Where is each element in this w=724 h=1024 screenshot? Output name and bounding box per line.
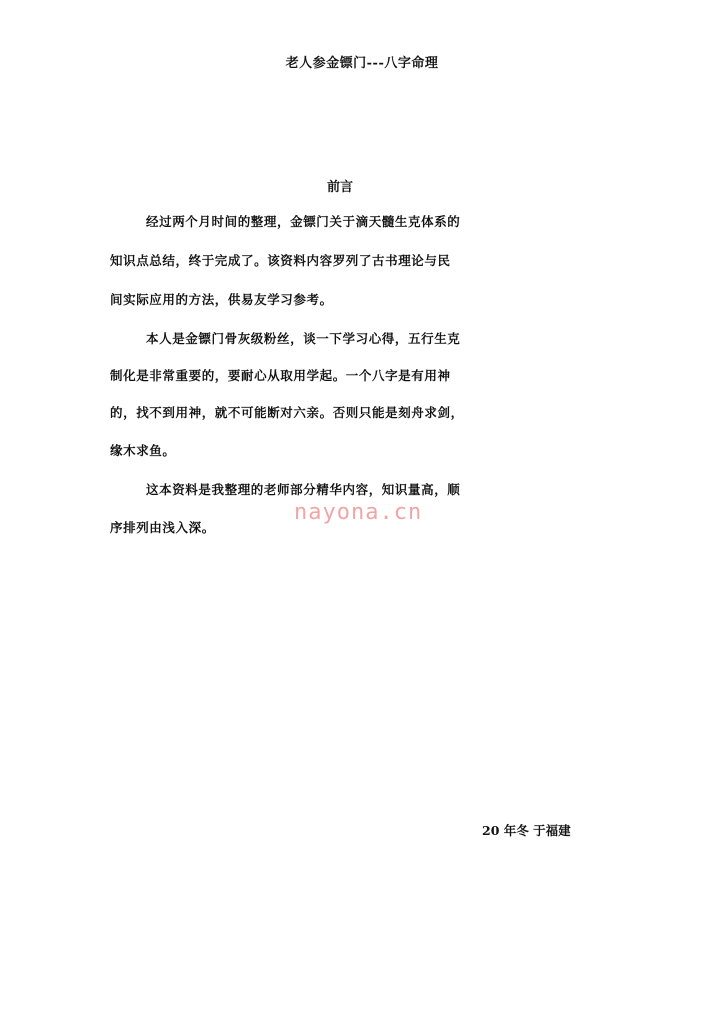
- paragraph-line: 知识点总结，终于完成了。该资料内容罗列了古书理论与民: [110, 253, 451, 268]
- paragraph-line: 经过两个月时间的整理，金镖门关于滴天髓生克体系的: [146, 214, 461, 229]
- section-heading: 前言: [326, 180, 353, 195]
- paragraph-line: 这本资料是我整理的老师部分精华内容，知识量高，顺: [146, 482, 461, 497]
- document-title: 老人参金镖门---八字命理: [285, 56, 439, 71]
- signature-date: 20 年冬 于福建: [482, 823, 571, 838]
- paragraph-line: 序排列由浅入深。: [110, 520, 215, 535]
- paragraph-line: 的，找不到用神，就不可能断对六亲。否则只能是刻舟求剑，: [110, 405, 464, 420]
- paragraph-line: 间实际应用的方法，供易友学习参考。: [110, 292, 333, 307]
- paragraph-line: 制化是非常重要的，要耐心从取用学起。一个八字是有用神: [110, 368, 451, 383]
- watermark: nayona.cn: [294, 500, 423, 525]
- paragraph-line: 缘木求鱼。: [110, 443, 176, 458]
- paragraph-line: 本人是金镖门骨灰级粉丝，谈一下学习心得，五行生克: [146, 331, 461, 346]
